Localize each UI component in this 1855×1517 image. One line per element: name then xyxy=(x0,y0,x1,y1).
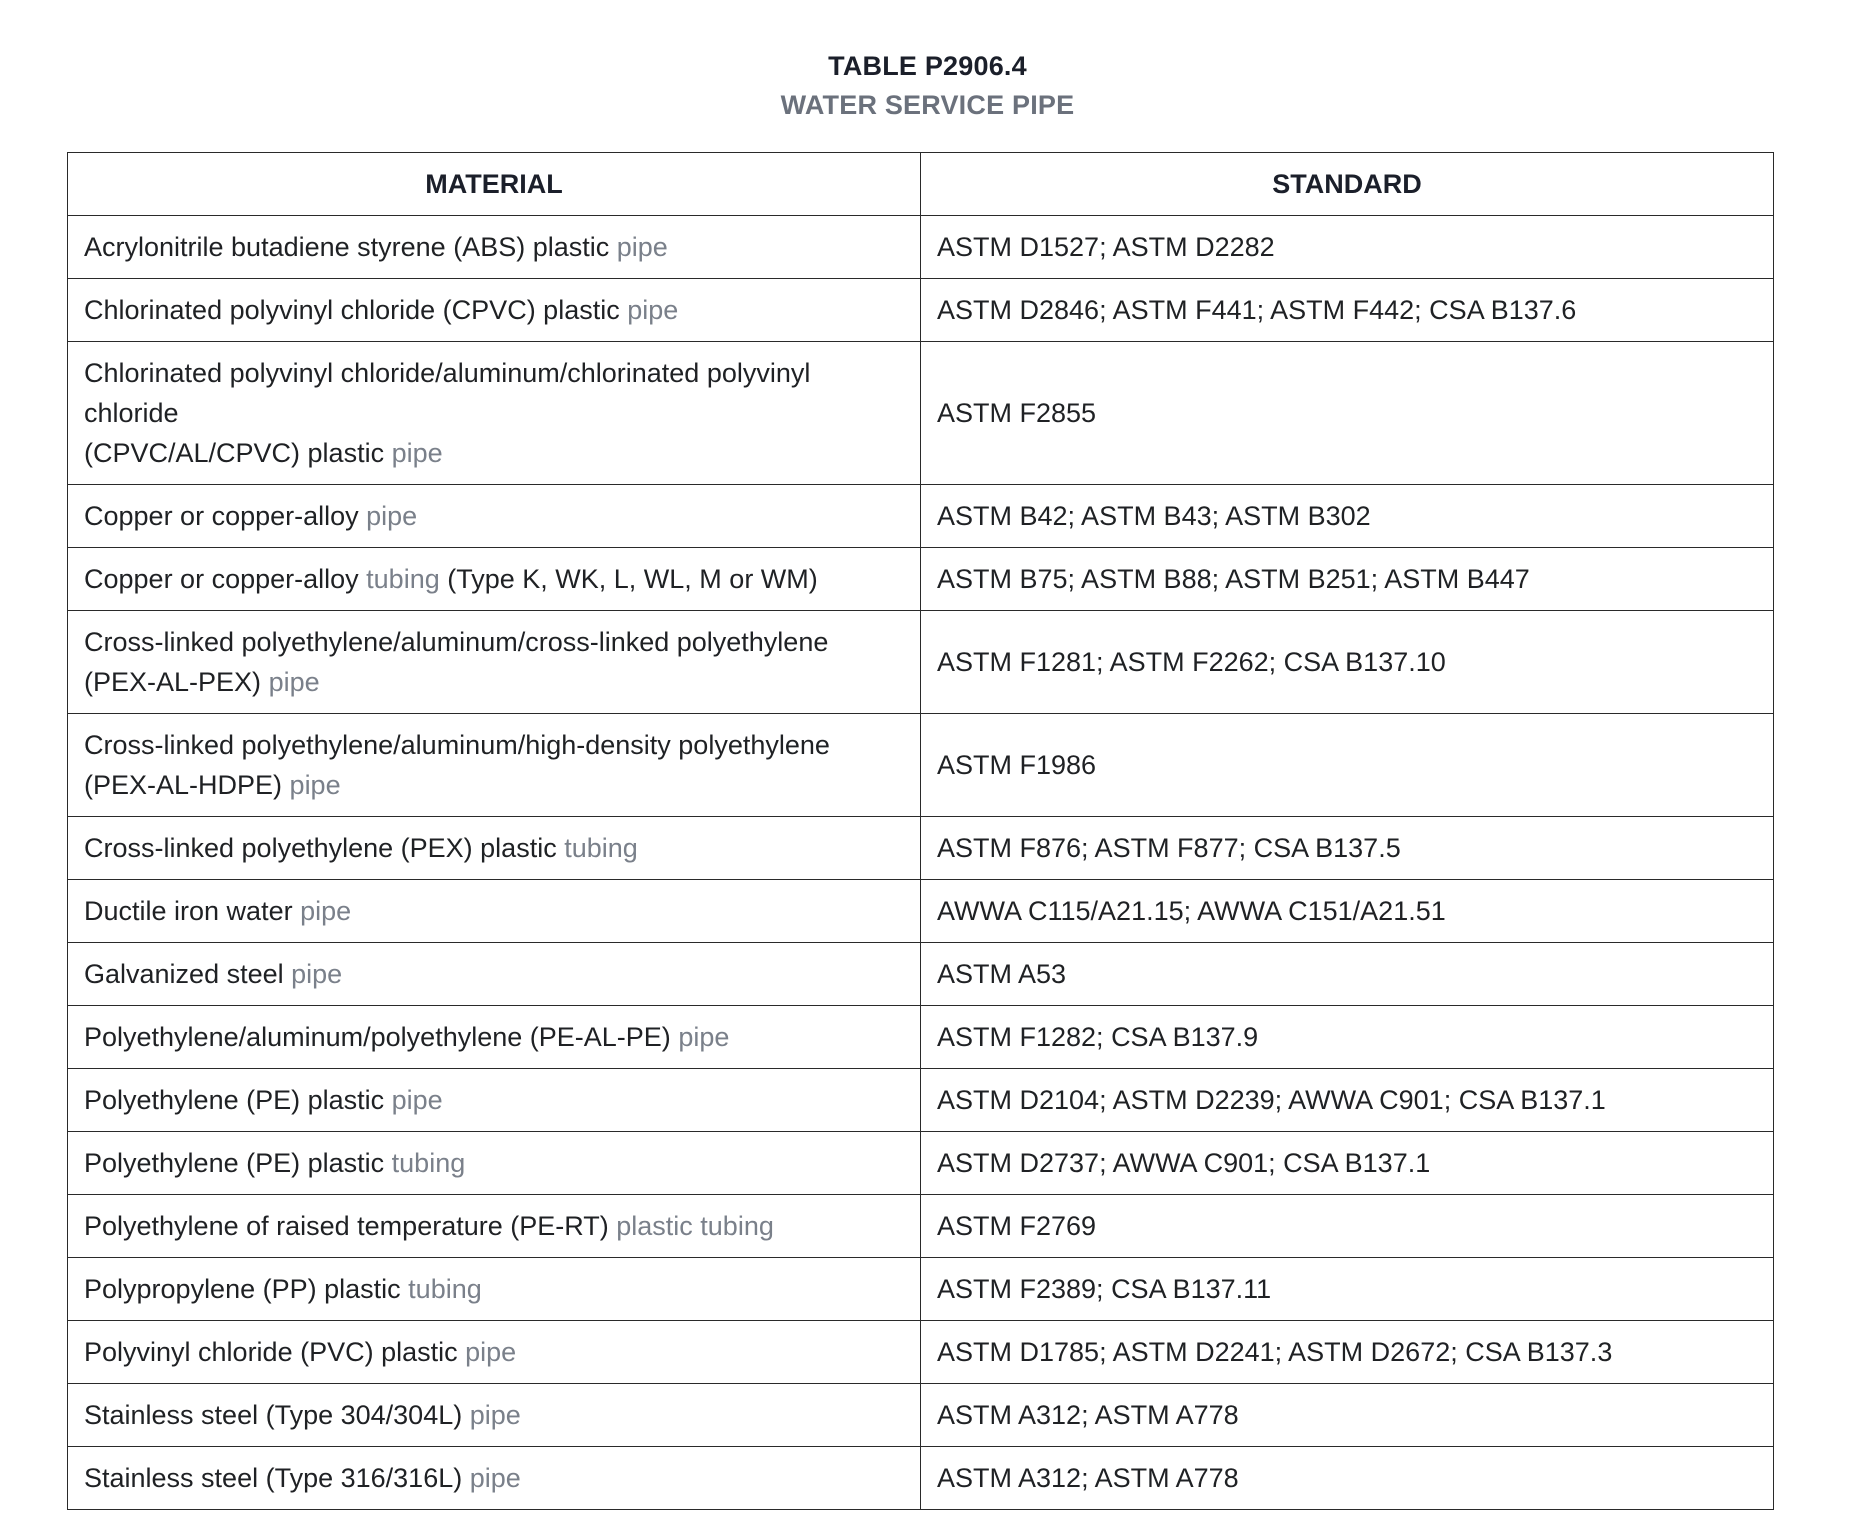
standard-cell: ASTM F1282; CSA B137.9 xyxy=(921,1006,1774,1069)
material-cell xyxy=(68,943,921,1006)
material-text: Polyethylene (PE) plastic xyxy=(84,1085,385,1115)
table-caption xyxy=(0,0,1855,123)
material-type-text: tubing xyxy=(564,833,638,863)
material-cell xyxy=(68,1006,921,1069)
material-text: Polyethylene (PE) plastic xyxy=(84,1148,385,1178)
material-cell xyxy=(68,485,921,548)
material-type-text: tubing xyxy=(408,1274,482,1304)
material-text: Copper or copper-alloy xyxy=(84,501,359,531)
standard-cell: ASTM F1986 xyxy=(921,714,1774,817)
table-row xyxy=(68,1132,1774,1195)
material-type-text: pipe xyxy=(300,896,352,926)
header-material: MATERIAL xyxy=(68,153,921,216)
material-text: Cross-linked polyethylene (PEX) plastic xyxy=(84,833,557,863)
material-text: (CPVC/AL/CPVC) plastic xyxy=(84,438,385,468)
material-text: Chlorinated polyvinyl chloride (CPVC) plastic xyxy=(84,295,620,325)
material-text: Copper or copper-alloy xyxy=(84,564,359,594)
material-cell xyxy=(68,279,921,342)
material-type-text: pipe xyxy=(627,295,679,325)
table-row xyxy=(68,1258,1774,1321)
material-type-text: pipe xyxy=(268,667,320,697)
material-text: Stainless steel (Type 316/316L) xyxy=(84,1463,463,1493)
table-row xyxy=(68,1006,1774,1069)
table-id: TABLE P2906.4 xyxy=(828,51,1027,81)
material-cell xyxy=(68,880,921,943)
material-type-text: pipe xyxy=(291,959,343,989)
table-row xyxy=(68,880,1774,943)
standard-cell: ASTM D2104; ASTM D2239; AWWA C901; CSA B137.1 xyxy=(921,1069,1774,1132)
material-text: Stainless steel (Type 304/304L) xyxy=(84,1400,463,1430)
material-type-text: pipe xyxy=(465,1337,517,1367)
table-title: WATER SERVICE PIPE xyxy=(780,90,1075,120)
standard-cell: ASTM F2389; CSA B137.11 xyxy=(921,1258,1774,1321)
table-body xyxy=(68,216,1774,1510)
material-text: Cross-linked polyethylene/aluminum/cross-linked polyethylene (PEX-AL-PEX) xyxy=(84,627,829,697)
standard-cell: ASTM D2846; ASTM F441; ASTM F442; CSA B137.6 xyxy=(921,279,1774,342)
standard-cell: ASTM F2855 xyxy=(921,342,1774,485)
material-type-text: tubing xyxy=(391,1148,466,1178)
table-row xyxy=(68,1195,1774,1258)
material-type-text: tubing xyxy=(366,564,440,594)
table-row xyxy=(68,1384,1774,1447)
table-row xyxy=(68,216,1774,279)
table-row xyxy=(68,548,1774,611)
table-row xyxy=(68,1321,1774,1384)
standard-cell: ASTM B42; ASTM B43; ASTM B302 xyxy=(921,485,1774,548)
material-type-text: pipe xyxy=(391,438,443,468)
table-header-row xyxy=(68,153,1774,216)
material-text: Polyvinyl chloride (PVC) plastic xyxy=(84,1337,458,1367)
material-cell xyxy=(68,216,921,279)
material-cell xyxy=(68,1069,921,1132)
material-text: Acrylonitrile butadiene styrene (ABS) plastic xyxy=(84,232,610,262)
table-row xyxy=(68,485,1774,548)
standard-cell: ASTM F2769 xyxy=(921,1195,1774,1258)
material-type-text: pipe xyxy=(469,1463,521,1493)
material-cell xyxy=(68,1132,921,1195)
table-row xyxy=(68,611,1774,714)
standard-cell: AWWA C115/A21.15; AWWA C151/A21.51 xyxy=(921,880,1774,943)
material-type-text: pipe xyxy=(289,770,341,800)
material-type-text: pipe xyxy=(678,1022,730,1052)
standard-cell: ASTM A312; ASTM A778 xyxy=(921,1384,1774,1447)
material-cell xyxy=(68,342,921,485)
table-row xyxy=(68,1069,1774,1132)
header-standard: STANDARD xyxy=(921,153,1774,216)
material-detail-text: (Type K, WK, L, WL, M or WM) xyxy=(447,564,818,594)
standard-cell: ASTM A312; ASTM A778 xyxy=(921,1447,1774,1510)
material-type-text: pipe xyxy=(616,232,668,262)
material-cell xyxy=(68,1321,921,1384)
table-row xyxy=(68,817,1774,880)
material-text: Polyethylene of raised temperature (PE-RT) xyxy=(84,1211,609,1241)
material-type-text: pipe xyxy=(366,501,418,531)
material-cell xyxy=(68,817,921,880)
material-cell xyxy=(68,1258,921,1321)
water-service-pipe-table xyxy=(67,152,1774,1510)
material-text: Polyethylene/aluminum/polyethylene (PE-AL-PE) xyxy=(84,1022,671,1052)
standard-cell: ASTM D1527; ASTM D2282 xyxy=(921,216,1774,279)
standard-cell: ASTM F1281; ASTM F2262; CSA B137.10 xyxy=(921,611,1774,714)
standard-cell: ASTM D1785; ASTM D2241; ASTM D2672; CSA B137.3 xyxy=(921,1321,1774,1384)
material-type-text: pipe xyxy=(469,1400,521,1430)
material-type-text: pipe xyxy=(391,1085,443,1115)
table-row xyxy=(68,279,1774,342)
material-cell xyxy=(68,1384,921,1447)
material-cell xyxy=(68,714,921,817)
table-row xyxy=(68,342,1774,485)
material-type-text: plastic tubing xyxy=(616,1211,774,1241)
table-row xyxy=(68,714,1774,817)
standard-cell: ASTM D2737; AWWA C901; CSA B137.1 xyxy=(921,1132,1774,1195)
material-text: Polypropylene (PP) plastic xyxy=(84,1274,401,1304)
standard-cell: ASTM B75; ASTM B88; ASTM B251; ASTM B447 xyxy=(921,548,1774,611)
table-row xyxy=(68,1447,1774,1510)
standard-cell: ASTM A53 xyxy=(921,943,1774,1006)
material-text: Cross-linked polyethylene/aluminum/high-density polyethylene (PEX-AL-HDPE) xyxy=(84,730,830,800)
table-row xyxy=(68,943,1774,1006)
material-cell xyxy=(68,1195,921,1258)
material-text: Galvanized steel xyxy=(84,959,284,989)
material-text: Ductile iron water xyxy=(84,896,293,926)
material-text: Chlorinated polyvinyl chloride/aluminum/chlorinated polyvinyl chloride xyxy=(84,358,811,428)
material-cell xyxy=(68,611,921,714)
material-cell xyxy=(68,548,921,611)
material-cell xyxy=(68,1447,921,1510)
standard-cell: ASTM F876; ASTM F877; CSA B137.5 xyxy=(921,817,1774,880)
